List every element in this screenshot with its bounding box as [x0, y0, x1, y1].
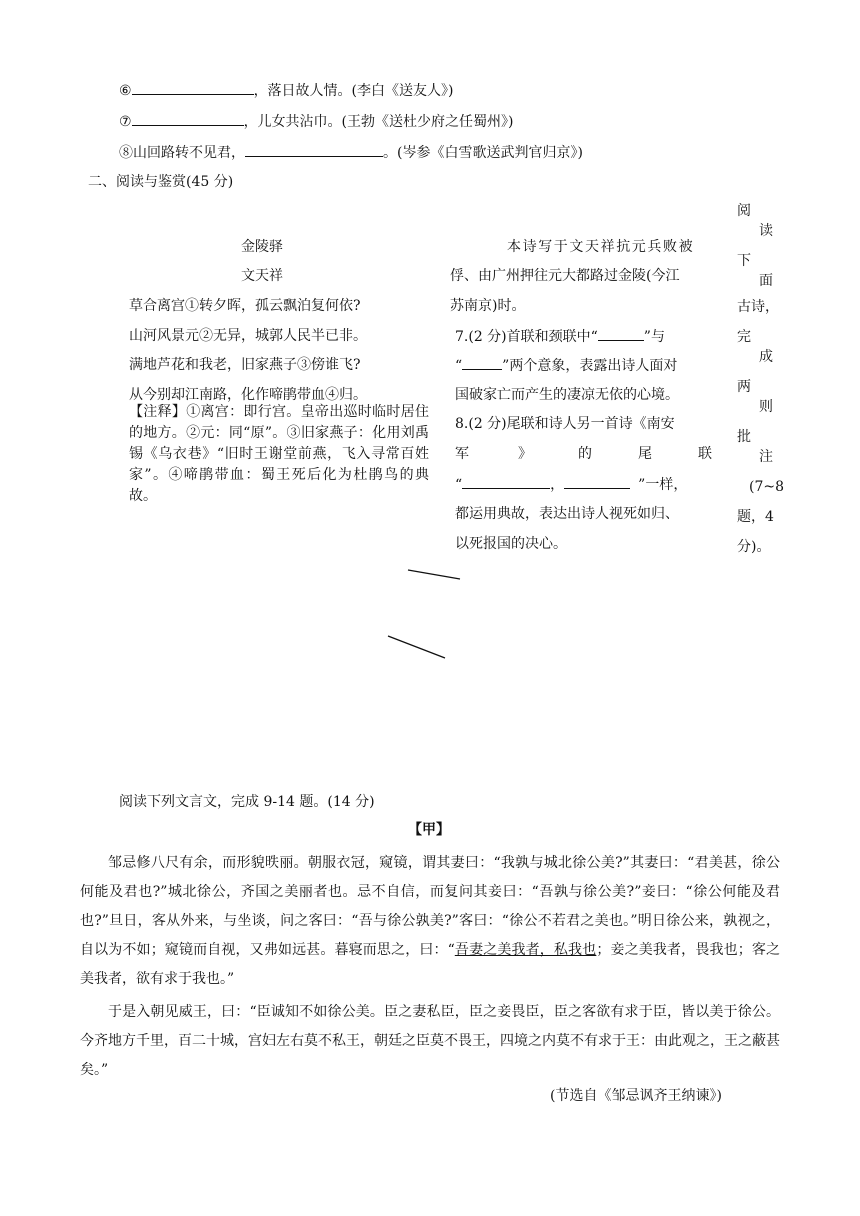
poem-line: 满地芦花和我老，旧家燕子③傍谁飞?	[129, 357, 361, 373]
question-7: 7.(2 分)首联和颈联中“ ”与	[455, 326, 665, 347]
section-2-title: 二、阅读与鉴赏(45 分)	[88, 174, 234, 190]
classical-paragraph-1: 邹忌修八尺有余，而形貌昳丽。朝服衣冠，窥镜，谓其妻曰：“我孰与城北徐公美?”其妻曰：“君美甚，徐公何能及君也?”城北徐公，齐国之美丽者也。忌不自信，而复问其妾曰：“吾孰与徐公美?”妾曰：“徐公何能及君也?”旦日，客从外来，与坐谈，问之客曰：“吾与徐公孰美?”客曰：“徐公不若君之美也。”明日徐公来，孰视之，自以为不如；窥镜而自视，又弗如远甚。暮寝而思之，曰：“吾妻之美我者，私我也；妾之美我者，畏我也；客之美我者，欲有求于我也。”	[80, 855, 781, 987]
question-8-cont: 以死报国的决心。	[455, 536, 567, 552]
poem-line: 从今别却江南路，化作啼鹃带血④归。	[129, 387, 367, 403]
intro-text: 苏南京)时。	[450, 298, 526, 314]
fill-item-7: ⑦ ，儿女共沾巾。(王勃《送杜少府之任蜀州》)	[119, 111, 514, 132]
question-7-cont: “ ”两个意象，表露出诗人面对	[455, 355, 677, 376]
question-8-cont: 联	[698, 446, 712, 462]
stray-line	[388, 636, 445, 658]
question-8: 8.(2 分)尾联和诗人另一首诗《南安	[455, 416, 675, 432]
question-8-cont: 都运用典故，表达出诗人视死如归、	[455, 506, 679, 522]
stray-line	[408, 570, 460, 579]
underlined-sentence: 吾妻之美我者，私我也	[454, 942, 597, 958]
question-8-cont: 尾	[638, 446, 652, 462]
classical-paragraph-2: 于是入朝见威王，曰：“臣诚知不如徐公美。臣之妻私臣，臣之妾畏臣，臣之客欲有求于臣，皆以美于徐公。今齐地方千里，百二十城，宫妇左右莫不私王，朝廷之臣莫不畏王，四境之内莫不有求于王：由此观之，王之蔽甚矣。”	[80, 1004, 780, 1078]
poem-annotation: 【注释】①离宫：即行宫。皇帝出巡时临时居住的地方。②元：同“原”。③旧家燕子：化用刘禹锡《乌衣巷》“旧时王谢堂前燕，飞入寻常百姓家”。④啼鹃带血：蜀王死后化为杜鹃鸟的典故。	[129, 404, 429, 504]
question-8-cont: 军	[455, 446, 469, 462]
fill-item-8: ⑧山回路转不见君， 。(岑参《白雪歌送武判官归京》)	[119, 142, 583, 163]
question-7-cont: 国破家亡而产生的凄凉无依的心境。	[455, 387, 679, 403]
question-8-cont: 》	[518, 446, 532, 462]
side-instruction: 阅 读 下 面 古诗， 完 成 两 则 批 注 (7~8 题，4 分)。	[737, 203, 785, 555]
question-8-blanks: “ ， ”一样，	[455, 474, 687, 495]
fill-item-6: ⑥ ，落日故人情。(李白《送友人》)	[119, 80, 454, 101]
intro-text: 本诗写于文天祥抗元兵败被	[507, 239, 695, 255]
poem-line: 山河风景元②无异，城郭人民半已非。	[129, 328, 367, 344]
intro-text: 俘、由广州押往元大都路过金陵(今江	[450, 268, 680, 284]
question-8-cont: 的	[578, 446, 592, 462]
section-label-jia: 【甲】	[408, 822, 450, 838]
source-citation: (节选自《邹忌讽齐王纳谏》)	[550, 1088, 722, 1104]
poem-title: 金陵驿	[241, 239, 283, 255]
classical-instruction: 阅读下列文言文，完成 9-14 题。(14 分)	[119, 794, 375, 810]
poem-author: 文天祥	[241, 268, 283, 284]
poem-line: 草合离宫①转夕晖，孤云飘泊复何依?	[129, 298, 361, 314]
